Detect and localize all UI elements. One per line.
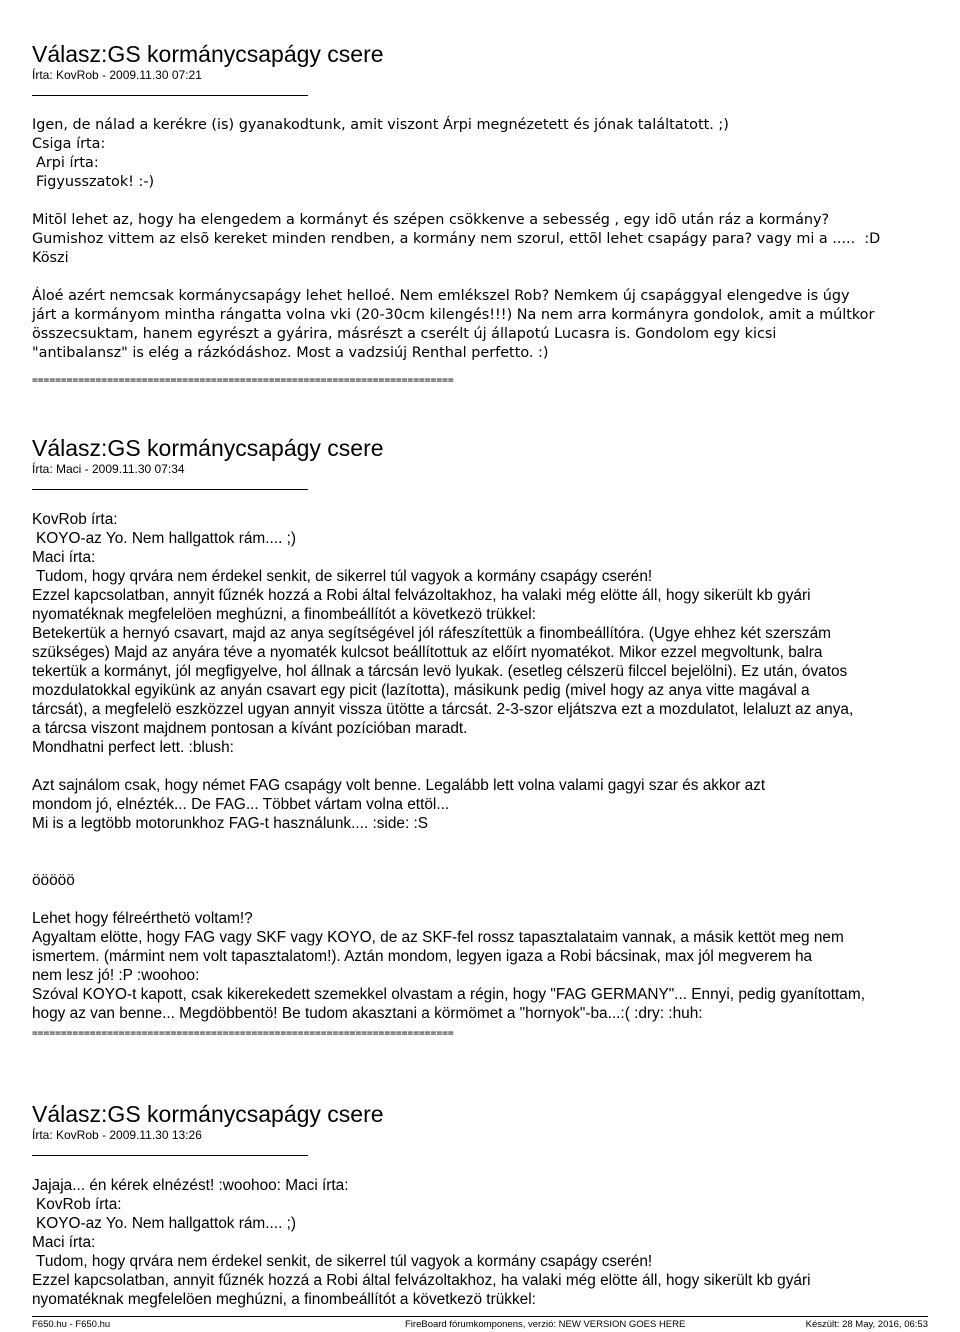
text-line: Ezzel kapcsolatban, annyit fűznék hozzá a Robi által felvázoltakhoz, ha valaki még elötte áll, hogy sikerült kb gyári xyxy=(32,1272,811,1289)
text-line: szükséges) Majd az anyára téve a nyomaték kulcsot beállítottuk az előírt nyomatékot. Mikor ezzel megvoltunk, balra xyxy=(32,644,823,661)
post-2 xyxy=(32,434,932,1043)
text-line: KOYO-az Yo. Nem hallgattok rám.... ;) xyxy=(36,1215,297,1232)
text-line: összecsuktam, hanem egyrészt a gyárira, másrészt a cserélt új állapotú Lucasra is. Gondolom egy kicsi xyxy=(32,326,777,342)
text-line: ismertem. (mármint nem volt tapasztalatom!). Aztán mondom, legyen igaza a Robi bácsinak, max jól megverem ha xyxy=(32,948,813,965)
post-meta: Írta: KovRob - 2009.11.30 13:26 xyxy=(32,1128,202,1142)
text-line: Figyusszatok! :-) xyxy=(36,174,155,190)
page-footer xyxy=(32,1316,928,1331)
text-line: nem lesz jó! :P :woohoo: xyxy=(32,967,200,984)
text-line: Agyaltam elötte, hogy FAG vagy SKF vagy KOYO, de az SKF-fel rossz tapasztalataim vannak, a másik kettöt meg nem xyxy=(32,929,844,946)
text-line: nyomatéknak megfelelöen meghúzni, a finombeállítót a következö trükkel: xyxy=(32,606,536,623)
post-3 xyxy=(32,1100,932,1309)
footer-version: FireBoard fórumkomponens, verzió: NEW VERSION GOES HERE xyxy=(405,1319,686,1330)
text-line: Gumishoz vittem az elsõ kereket minden rendben, a kormány nem szorul, ettõl lehet csapágy para? vagy mi a ..... :D xyxy=(32,231,881,247)
post-title: Válasz:GS kormánycsapágy csere xyxy=(32,41,384,67)
post-title: Válasz:GS kormánycsapágy csere xyxy=(32,1101,384,1127)
post-meta: Írta: Maci - 2009.11.30 07:34 xyxy=(32,462,185,476)
post-separator: ========================================================================= xyxy=(32,1028,454,1039)
text-line: "antibalansz" is elég a rázkódáshoz. Most a vadzsiúj Renthal perfetto. :) xyxy=(32,345,549,361)
post-meta: Írta: KovRob - 2009.11.30 07:21 xyxy=(32,68,202,82)
text-line: Tudom, hogy qrvára nem érdekel senkit, de sikerrel túl vagyok a kormány csapágy cserén! xyxy=(36,1253,653,1270)
text-line: mondom jó, elnézték... De FAG... Többet vártam volna ettöl... xyxy=(32,796,450,813)
text-line: Maci írta: xyxy=(32,549,96,566)
blank-line xyxy=(32,757,932,776)
text-line: nyomatéknak megfelelöen meghúzni, a finombeállítót a következö trükkel: xyxy=(32,1291,536,1308)
text-line: Mondhatni perfect lett. :blush: xyxy=(32,739,234,756)
text-line: Igen, de nálad a kerékre (is) gyanakodtunk, amit viszont Árpi megnézetett és jónak találtatott. ;) xyxy=(32,117,729,133)
text-line: Maci írta: xyxy=(32,1234,96,1251)
text-line: Azt sajnálom csak, hogy német FAG csapágy volt benne. Legalább lett volna valami gagyi szar és akkor azt xyxy=(32,777,766,794)
footer-generated: Készült: 28 May, 2016, 06:53 xyxy=(805,1319,928,1330)
blank-line xyxy=(32,833,932,852)
text-line: a tárcsa viszont majdnem pontosan a kívánt pozícióban maradt. xyxy=(32,720,468,737)
text-line: Köszi xyxy=(32,250,69,266)
blank-line xyxy=(32,192,932,211)
post-body xyxy=(32,116,932,363)
post-body xyxy=(32,1176,932,1309)
text-line: tárcsát), a megfelelö eszközzel ugyan annyit vissza ütötte a tárcsát. 2-3-szor eljátszva ezt a mozdulatot, lelaluzt az anya, xyxy=(32,701,854,718)
text-line: Ezzel kapcsolatban, annyit fűznék hozzá a Robi által felvázoltakhoz, ha valaki még elötte áll, hogy sikerült kb gyári xyxy=(32,587,811,604)
text-line: Áloé azért nemcsak kormánycsapágy lehet helloé. Nem emlékszel Rob? Nemkem új csapággyal elengedve is úgy xyxy=(32,288,850,304)
text-line: Tudom, hogy qrvára nem érdekel senkit, de sikerrel túl vagyok a kormány csapágy cserén! xyxy=(36,568,653,585)
title-rule xyxy=(32,95,308,96)
text-line: KovRob írta: xyxy=(36,1196,122,1213)
text-line: Csiga írta: xyxy=(32,136,106,152)
text-line: tekertük a kormányt, jól megfigyelve, hol állnak a tárcsán levö lyukak. (esetleg célszerü filccel bejelölni). Ez után, óvatos xyxy=(32,663,848,680)
post-1 xyxy=(32,40,932,390)
blank-line xyxy=(32,268,932,287)
text-line: Arpi írta: xyxy=(36,155,99,171)
post-separator: ========================================================================= xyxy=(32,375,454,386)
text-line: mozdulatokkal egyikünk az anyán csavart egy picit (lazította), másikunk pedig (mivel hogy az anya vitte magával a xyxy=(32,682,810,699)
text-line: járt a kormányom mintha rángatta volna vki (20-30cm kilengés!!!) Na nem arra kormányra gondolok, amit a múltkor xyxy=(32,307,875,323)
text-line: Betekertük a hernyó csavart, majd az anya segítségével jól ráfeszítettük a finombeállítóra. (Ugye ehhez két szerszám xyxy=(32,625,831,642)
text-line: Lehet hogy félreérthetö voltam!? xyxy=(32,910,253,927)
post-title: Válasz:GS kormánycsapágy csere xyxy=(32,435,384,461)
text-line: hogy az van benne... Megdöbbentö! Be tudom akasztani a körmömet a "hornyok"-ba...:( :dry: :huh: xyxy=(32,1005,703,1022)
text-line: KOYO-az Yo. Nem hallgattok rám.... ;) xyxy=(36,530,297,547)
post-body xyxy=(32,510,932,1023)
blank-line xyxy=(32,890,932,909)
title-rule xyxy=(32,1155,308,1156)
text-line: Mi is a legtöbb motorunkhoz FAG-t használunk.... :side: :S xyxy=(32,815,429,832)
footer-site: F650.hu - F650.hu xyxy=(32,1319,111,1330)
blank-line xyxy=(32,852,932,871)
text-line: KovRob írta: xyxy=(32,511,118,528)
text-line: Szóval KOYO-t kapott, csak kikerekedett szemekkel olvastam a régin, hogy "FAG GERMANY"... Ennyi, pedig gyanítottam, xyxy=(32,986,865,1003)
text-line: Mitõl lehet az, hogy ha elengedem a kormányt és szépen csökkenve a sebesség , egy idõ után ráz a kormány? xyxy=(32,212,830,228)
text-line: ööööö xyxy=(32,872,75,889)
text-line: Jajaja... én kérek elnézést! :woohoo: Maci írta: xyxy=(32,1177,349,1194)
title-rule xyxy=(32,489,308,490)
